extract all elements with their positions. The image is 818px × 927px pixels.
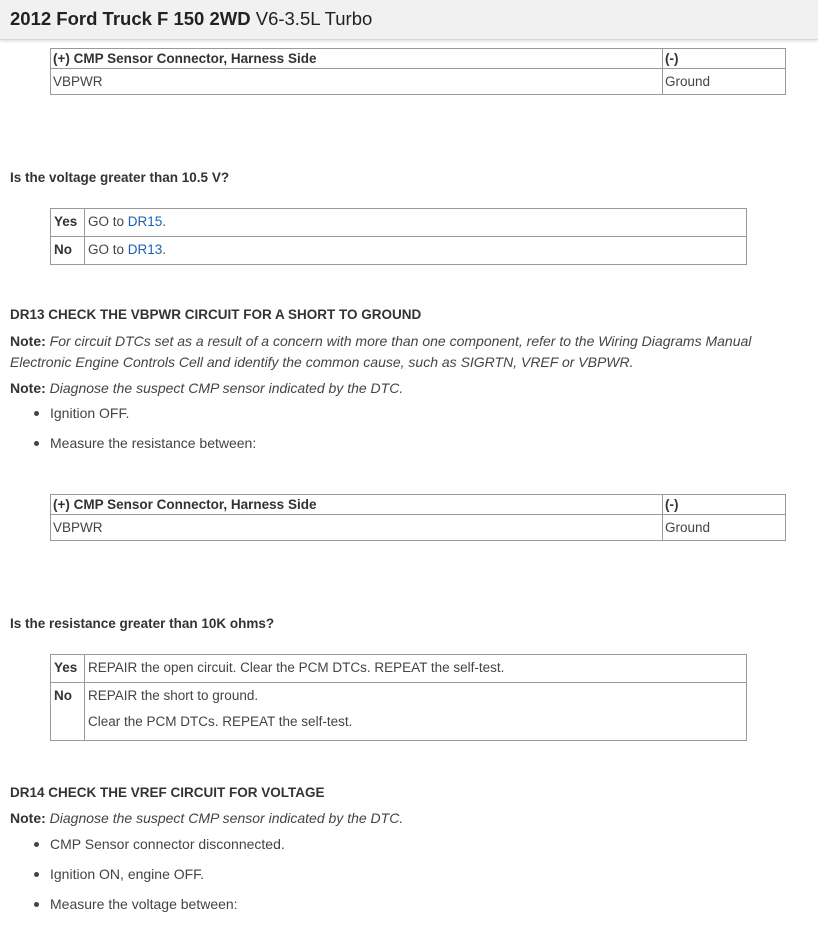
- dr14-bullet-2: Ignition ON, engine OFF.: [50, 866, 205, 882]
- engine-subtitle: V6-3.5L Turbo: [255, 8, 373, 29]
- vehicle-title: 2012 Ford Truck F 150 2WD: [10, 8, 251, 29]
- yn1-no-post: .: [162, 242, 167, 257]
- dr14-bullet-3: Measure the voltage between:: [50, 896, 238, 912]
- bullet-dot: [34, 441, 39, 446]
- dr13-note1-label: Note:: [10, 333, 46, 349]
- yn2-yes-key: Yes: [51, 655, 85, 683]
- table2-col1-header: (+) CMP Sensor Connector, Harness Side: [51, 495, 663, 515]
- link-dr15[interactable]: DR15: [127, 214, 163, 229]
- dr13-heading: DR13 CHECK THE VBPWR CIRCUIT FOR A SHORT TO GROUND: [10, 307, 422, 322]
- dr13-note1-line2: Electronic Engine Controls Cell and identify the common cause, such as SIGRTN, VREF or VBPWR.: [10, 354, 634, 370]
- measurement-table-1: [50, 48, 786, 95]
- table2-col2-header: (-): [663, 495, 786, 515]
- dr14-note: [10, 808, 810, 829]
- dr13-note-2: [10, 378, 810, 399]
- table1-col2-header: (-): [663, 49, 786, 69]
- yn2-no-line2: Clear the PCM DTCs. REPEAT the self-test.: [88, 714, 353, 729]
- yn2-yes-value: REPAIR the open circuit. Clear the PCM DTCs. REPEAT the self-test.: [85, 655, 747, 683]
- yn1-no-value: [85, 237, 747, 265]
- yn1-no-key: No: [51, 237, 85, 265]
- yn2-no-key: No: [51, 683, 85, 741]
- table2-val1: VBPWR: [51, 515, 663, 541]
- yes-no-table-1: [50, 208, 747, 265]
- table2-val2: Ground: [663, 515, 786, 541]
- yn1-yes-key: Yes: [51, 209, 85, 237]
- dr13-note2-text: Diagnose the suspect CMP sensor indicated by the DTC.: [49, 380, 404, 396]
- measurement-table-2: [50, 494, 786, 541]
- yn2-no-line1: REPAIR the short to ground.: [88, 688, 259, 703]
- yn1-no-pre: GO to: [88, 242, 128, 257]
- yn1-yes-pre: GO to: [88, 214, 128, 229]
- bullet-dot: [34, 872, 39, 877]
- header-bar: [0, 0, 818, 40]
- yn1-yes-value: [85, 209, 747, 237]
- table1-col1-header: (+) CMP Sensor Connector, Harness Side: [51, 49, 663, 69]
- table1-val1: VBPWR: [51, 69, 663, 95]
- dr14-heading: DR14 CHECK THE VREF CIRCUIT FOR VOLTAGE: [10, 785, 325, 800]
- page-title: [10, 8, 372, 30]
- dr14-note-text: Diagnose the suspect CMP sensor indicated by the DTC.: [49, 810, 404, 826]
- link-dr13[interactable]: DR13: [127, 242, 163, 257]
- bullet-dot: [34, 842, 39, 847]
- bullet-dot: [34, 411, 39, 416]
- dr13-note1-line1: For circuit DTCs set as a result of a concern with more than one component, refer to the Wiring Diagrams Manual: [49, 333, 752, 349]
- dr14-bullet-1: CMP Sensor connector disconnected.: [50, 836, 285, 852]
- dr13-bullet-2: Measure the resistance between:: [50, 435, 257, 451]
- dr14-note-label: Note:: [10, 810, 46, 826]
- yes-no-table-2: [50, 654, 747, 741]
- yn1-yes-post: .: [162, 214, 167, 229]
- dr13-note-1: [10, 331, 810, 373]
- question-resistance: Is the resistance greater than 10K ohms?: [10, 616, 275, 631]
- bullet-dot: [34, 902, 39, 907]
- dr13-bullet-1: Ignition OFF.: [50, 405, 130, 421]
- table1-val2: Ground: [663, 69, 786, 95]
- dr13-note2-label: Note:: [10, 380, 46, 396]
- yn2-no-value: [85, 683, 747, 741]
- question-voltage: Is the voltage greater than 10.5 V?: [10, 170, 230, 185]
